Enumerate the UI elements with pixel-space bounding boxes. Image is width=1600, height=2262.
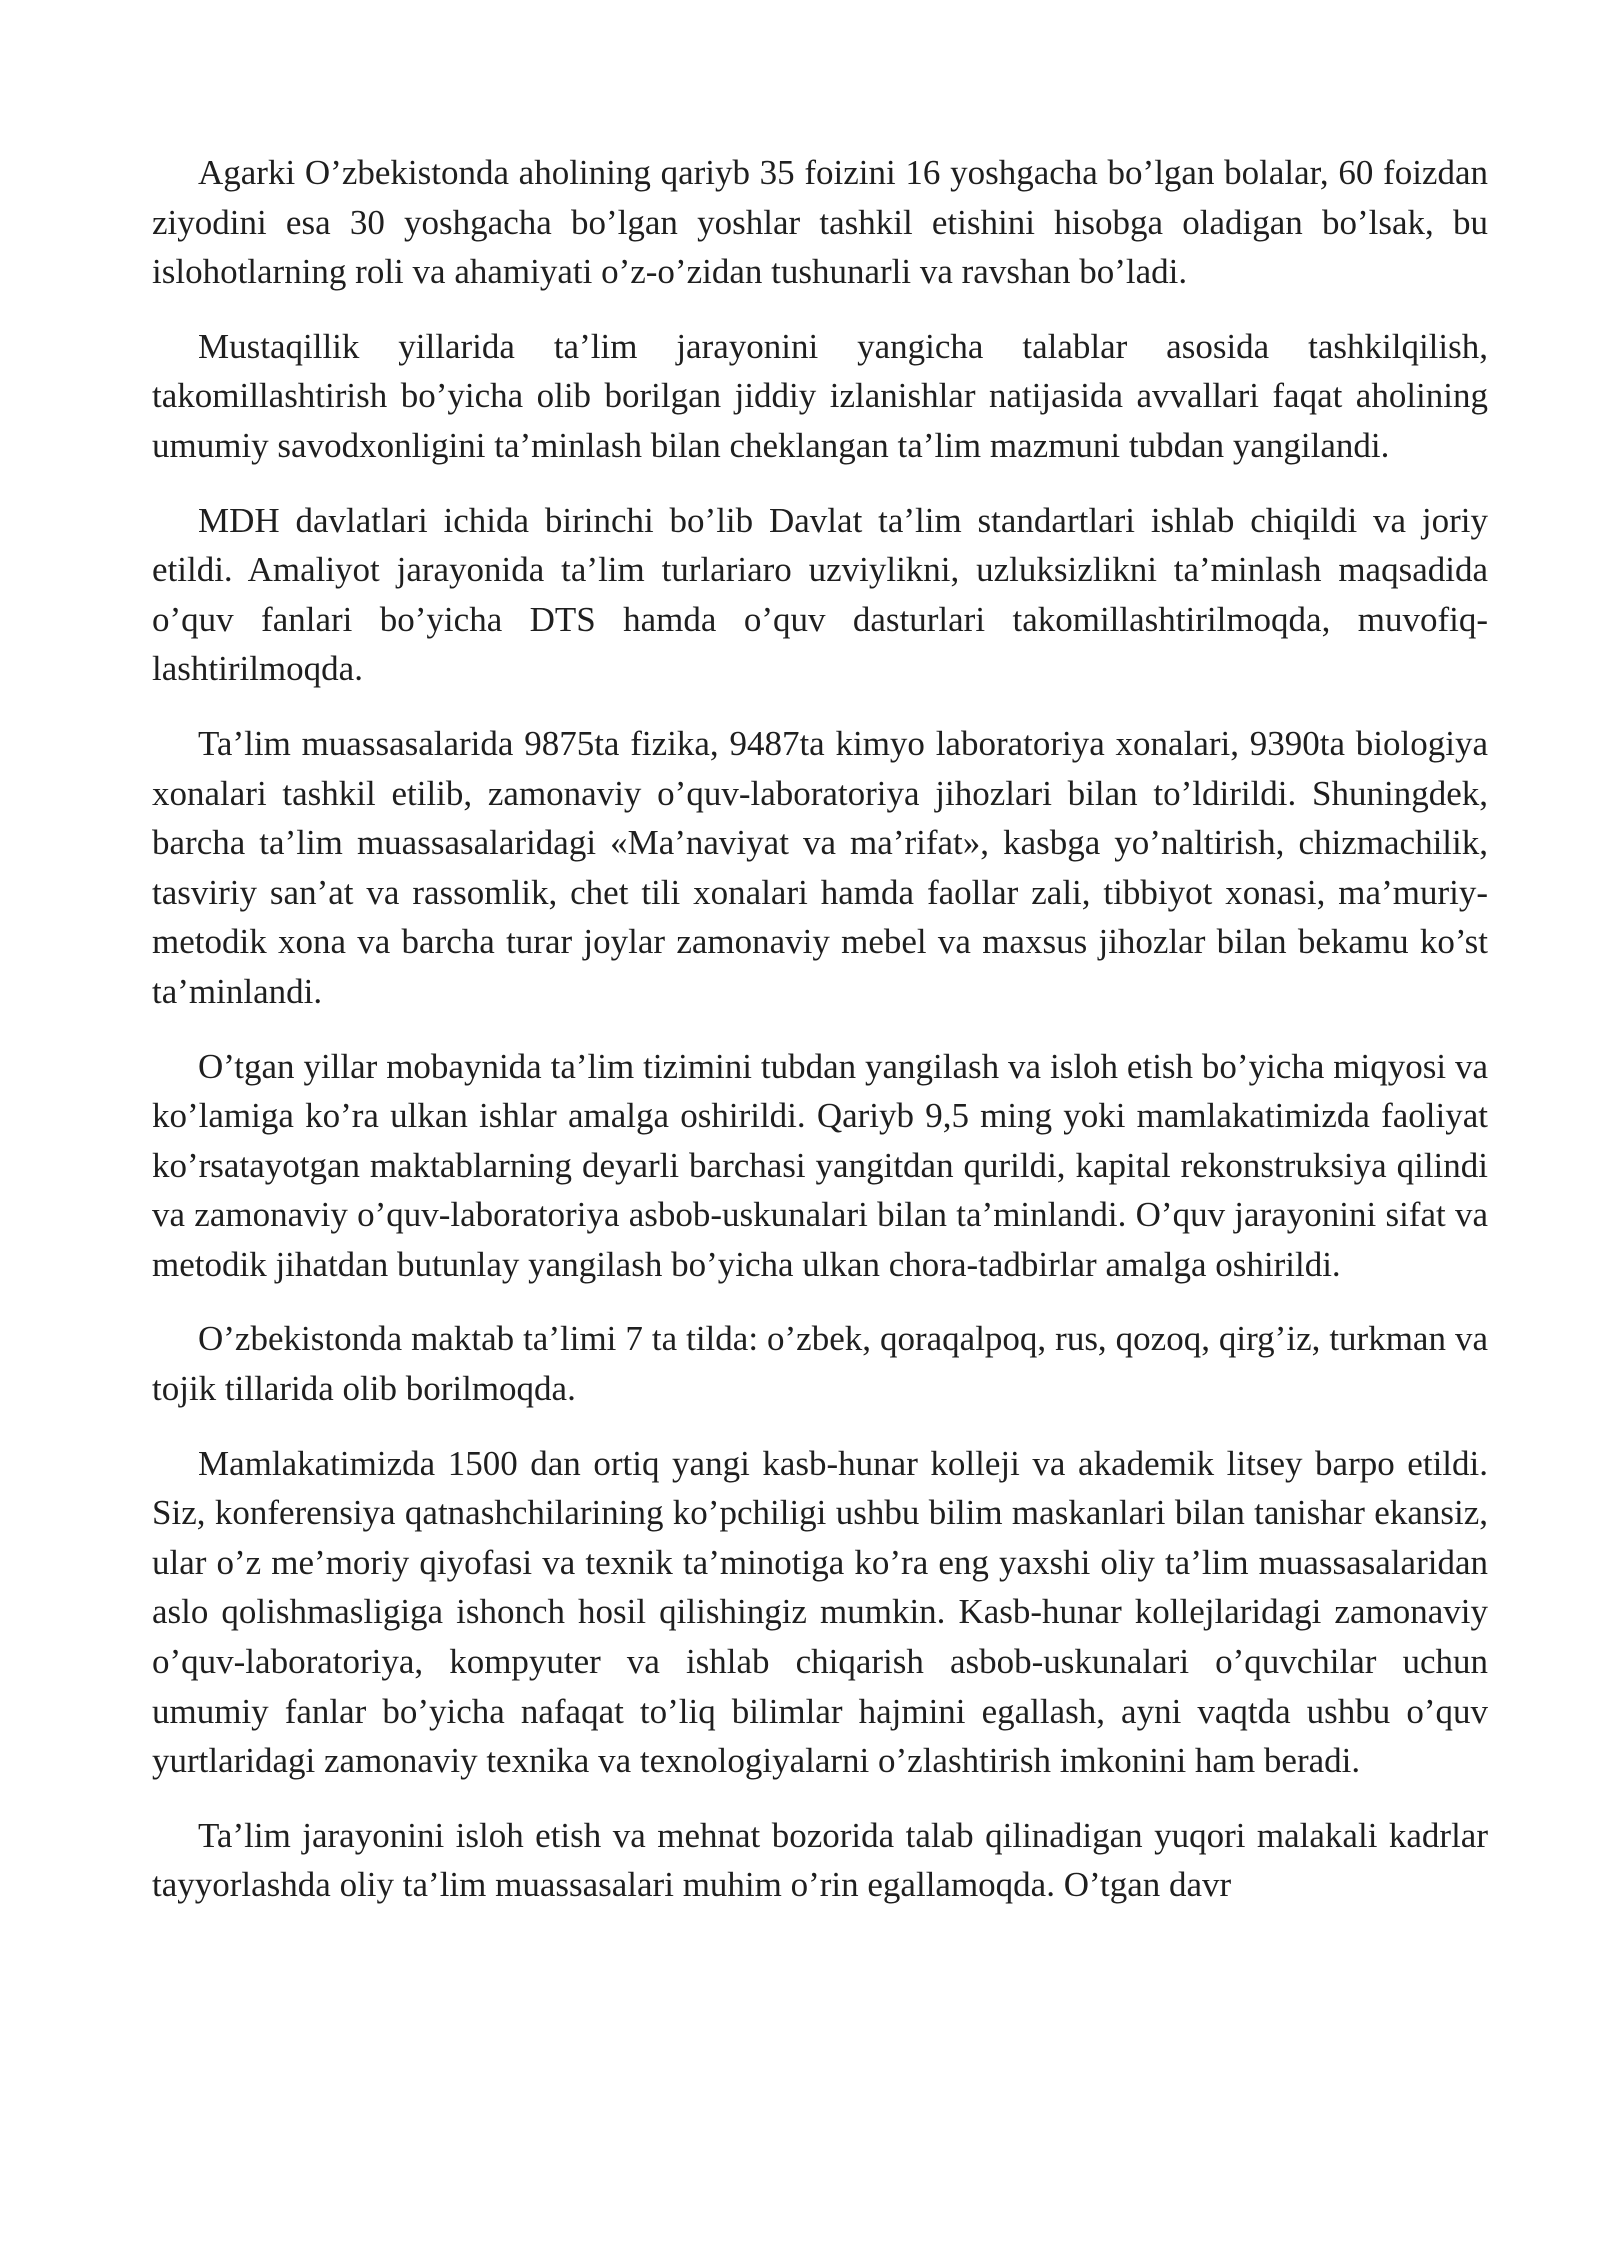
paragraph-laboratories: Ta’lim muassasalarida 9875ta fizika, 9487ta kimyo laboratoriya xonalari, 9390ta biologiya xonalari tashkil etilib, zamonaviy o’quv-laboratoriya jihozlari bilan to’ldirildi. Shuningdek, barcha ta’lim muassasalaridagi «Ma’naviyat va ma’rifat», kasbga yo’naltirish, chizmachilik, tasviriy san’at va rassomlik, chet tili xonalari hamda faollar zali, tibbiyot xonasi, ma’muriy-metodik xona va barcha turar joylar zamonaviy mebel va maxsus jihozlar bilan bekamu ko’st ta’minlandi. (152, 723, 1488, 1011)
paragraph-state-standards: MDH davlatlari ichida birinchi bo’lib Davlat ta’lim standartlari ishlab chiqildi va joriy etildi. Amaliyot jarayonida ta’lim turlariaro uzviylikni, uzluksizlikni ta’minlash maqsadida o’quv fanlari bo’yicha DTS hamda o’quv dasturlari takomillashtirilmoqda, muvofiq-lashtirilmoqda. (152, 500, 1488, 689)
paragraph-languages: O’zbekistonda maktab ta’limi 7 ta tilda: o’zbek, qoraqalpoq, rus, qozoq, qirg’iz, turkman va tojik tillarida olib borilmoqda. (152, 1319, 1488, 1409)
paragraph-school-renewal: O’tgan yillar mobaynida ta’lim tizimini tubdan yangilash va isloh etish bo’yicha miqyosi va ko’lamiga ko’ra ulkan ishlar amalga oshirildi. Qariyb 9,5 ming yoki mamlakatimizda faoliyat ko’rsatayotgan maktablarning deyarli barchasi yangitdan qurildi, kapital rekonstruksiya qilindi va zamonaviy o’quv-laboratoriya asbob-uskunalari bilan ta’minlandi. O’quv jarayonini sifat va metodik jihatdan butunlay yangilash bo’yicha ulkan chora-tadbirlar amalga oshirildi. (152, 1046, 1488, 1284)
paragraph-population-share: Agarki O’zbekistonda aholining qariyb 35 foizini 16 yoshgacha bo’lgan bolalar, 60 foizdan ziyodini esa 30 yoshgacha bo’lgan yoshlar tashkil etishini hisobga oladigan bo’lsak, bu islohotlarning roli va ahamiyati o’z-o’zidan tushunarli va ravshan bo’ladi. (152, 153, 1488, 292)
paragraph-colleges-lyceums: Mamlakatimizda 1500 dan ortiq yangi kasb-hunar kolleji va akademik litsey barpo etildi. Siz, konferensiya qatnashchilarining ko’pchiligi ushbu bilim maskanlari bilan tanishar ekansiz, ular o’z me’moriy qiyofasi va texnik ta’minotiga ko’ra eng yaxshi oliy ta’lim muassasalaridan aslo qolishmasligiga ishonch hosil qilishingiz mumkin. Kasb-hunar kollejlaridagi zamonaviy o’quv-laboratoriya, kompyuter va ishlab chiqarish asbob-uskunalari o’quvchilar uchun umumiy fanlar bo’yicha nafaqat to’liq bilimlar hajmini egallash, ayni vaqtda ushbu o’quv yurtlaridagi zamonaviy texnika va texnologiyalarni o’zlashtirish imkonini ham beradi. (152, 1443, 1488, 1781)
document-page (152, 148, 1488, 1935)
paragraph-education-reform: Mustaqillik yillarida ta’lim jarayonini yangicha talablar asosida tashkilqilish, takomillashtirish bo’yicha olib borilgan jiddiy izlanishlar natijasida avvallari faqat aholining umumiy savodxonligini ta’minlash bilan cheklangan ta’lim mazmuni tubdan yangilandi. (152, 326, 1488, 465)
paragraph-higher-education: Ta’lim jarayonini isloh etish va mehnat bozorida talab qilinadigan yuqori malakali kadrlar tayyorlashda oliy ta’lim muassasalari muhim o’rin egallamoqda. O’tgan davr (152, 1815, 1488, 1905)
